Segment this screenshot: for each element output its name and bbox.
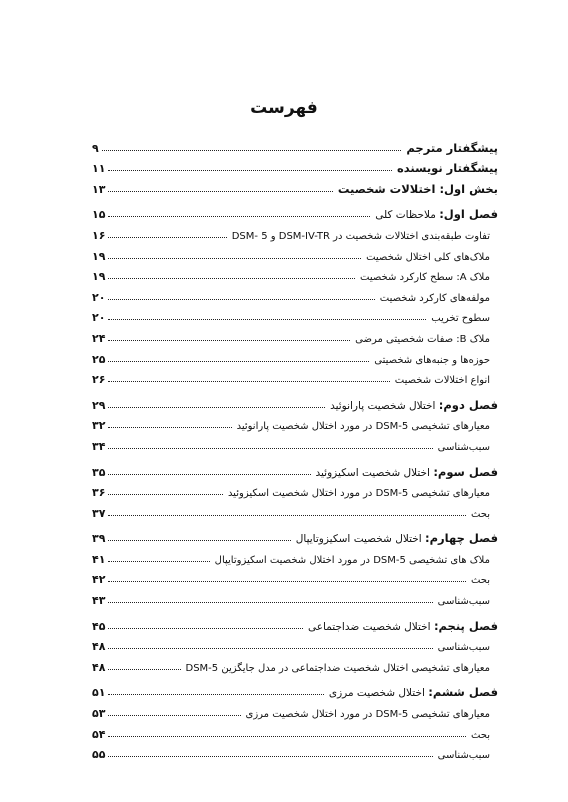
dot-leader — [108, 580, 466, 582]
toc-entry[interactable] — [92, 458, 498, 479]
page-number: ۵۵ — [92, 748, 106, 762]
page-number: ۴۱ — [92, 552, 106, 566]
toc-entry-label: بحث — [470, 575, 490, 587]
page-number: ۲۴ — [92, 331, 106, 345]
dot-leader — [108, 447, 432, 449]
page-number: ۱۱ — [92, 162, 106, 176]
chapter-number: فصل چهارم: — [425, 531, 498, 546]
toc-entry[interactable] — [92, 242, 498, 263]
toc-entry-label — [327, 685, 498, 699]
toc-entry[interactable] — [92, 545, 498, 566]
page-number: ۴۲ — [92, 573, 106, 587]
chapter-title: اختلال شخصیت اسکیزوتایپال — [295, 533, 422, 546]
page-number: ۱۹ — [92, 270, 106, 284]
dot-leader — [108, 601, 432, 603]
toc-entry-label: ملاک های تشخیصی DSM-5 در مورد اختلال شخصیت اسکیزوتایپال — [214, 554, 490, 566]
toc-entry-label — [314, 465, 499, 479]
chapter-title: اختلال شخصیت پارانوئید — [330, 399, 436, 412]
page-number: ۳۷ — [92, 506, 106, 520]
dot-leader — [108, 215, 370, 217]
toc-entry-label: سطوح تخریب — [431, 313, 490, 325]
toc-entry[interactable] — [92, 412, 498, 433]
toc-entry[interactable] — [92, 525, 498, 546]
page-number: ۲۹ — [92, 398, 106, 412]
toc-entry-label — [294, 531, 498, 545]
toc-entry[interactable] — [92, 432, 498, 453]
toc-entry[interactable] — [92, 134, 498, 155]
toc-entry[interactable] — [92, 345, 498, 366]
page-number: ۲۰ — [92, 311, 106, 325]
toc-entry[interactable] — [92, 679, 498, 700]
toc-entry[interactable] — [92, 175, 498, 196]
dot-leader — [108, 298, 374, 300]
chapter-number: فصل ششم: — [428, 685, 498, 700]
toc-entry[interactable] — [92, 499, 498, 520]
dot-leader — [108, 627, 303, 629]
chapter-number: فصل اول: — [439, 207, 498, 222]
toc-entry-label — [328, 398, 498, 412]
dot-leader — [108, 493, 223, 495]
toc-entry-label: انواع اختلالات شخصیت — [394, 375, 490, 387]
dot-leader — [108, 169, 392, 171]
page-number: ۱۵ — [92, 208, 106, 222]
dot-leader — [108, 668, 180, 670]
chapter-number: فصل دوم: — [438, 397, 498, 412]
toc-entry-label: بحث — [470, 729, 490, 741]
toc-entry[interactable] — [92, 653, 498, 674]
toc-entry-label: ملاک A: سطح کارکرد شخصیت — [360, 272, 490, 284]
toc-entry-label: ملاک‌های کلی اختلال شخصیت — [366, 251, 490, 263]
dot-leader — [108, 426, 231, 428]
toc-entry-label — [373, 207, 498, 221]
page-number: ۲۰ — [92, 290, 106, 304]
dot-leader — [108, 190, 332, 192]
dot-leader — [108, 693, 323, 695]
page-number: ۵۴ — [92, 727, 106, 741]
dot-leader — [108, 380, 389, 382]
toc-entry-label — [306, 619, 498, 633]
page-number: ۳۴ — [92, 439, 106, 453]
toc-entry-label: سبب‌شناسی — [437, 750, 490, 762]
page-number: ۹ — [92, 141, 99, 155]
toc-entry-label: معیارهای تشخیصی DSM-5 در مورد اختلال شخصیت اسکیزوئید — [227, 488, 490, 500]
dot-leader — [108, 257, 361, 259]
dot-leader — [108, 277, 355, 279]
toc-entry-label: معیارهای تشخیصی اختلال شخصیت ضداجتماعی در مدل جایگزین DSM-5 — [185, 662, 490, 674]
toc-entry[interactable] — [92, 324, 498, 345]
chapter-title: ملاحظات کلی — [375, 209, 436, 222]
toc-entry-label: تفاوت طبقه‌بندی اختلالات شخصیت در DSM-IV-TR و DSM- 5 — [231, 230, 490, 242]
toc-entry[interactable] — [92, 304, 498, 325]
chapter-title: اختلال شخصیت ضداجتماعی — [307, 620, 431, 633]
page-number: ۱۳ — [92, 182, 106, 196]
dot-leader — [108, 339, 350, 341]
toc-entry[interactable] — [92, 612, 498, 633]
toc-entry[interactable] — [92, 366, 498, 387]
dot-leader — [108, 473, 310, 475]
toc-entry-label: معیارهای تشخیصی DSM-5 در مورد اختلال شخصیت پارانوئید — [236, 421, 490, 433]
page-number: ۱۶ — [92, 228, 106, 242]
toc-entry-label: حوزه‌ها و جنبه‌های شخصیتی — [374, 354, 490, 366]
page-number: ۴۳ — [92, 594, 106, 608]
page-number: ۳۲ — [92, 419, 106, 433]
page-number: ۴۸ — [92, 660, 106, 674]
page-number: ۲۵ — [92, 352, 106, 366]
toc-entry-label: سبب‌شناسی — [437, 596, 490, 608]
toc-entry-label: مولفه‌های کارکرد شخصیت — [379, 292, 490, 304]
toc-entry[interactable] — [92, 566, 498, 587]
page-number: ۳۵ — [92, 465, 106, 479]
toc-entry-label: سبب‌شناسی — [437, 642, 490, 654]
page-number: ۱۹ — [92, 249, 106, 263]
chapter-title: اختلال شخصیت مرزی — [328, 687, 425, 700]
toc-entry[interactable] — [92, 263, 498, 284]
dot-leader — [108, 539, 290, 541]
toc-entry[interactable] — [92, 283, 498, 304]
toc-entry-label: بحث — [470, 508, 490, 520]
page-number: ۳۶ — [92, 486, 106, 500]
dot-leader — [108, 360, 369, 362]
dot-leader — [108, 560, 209, 562]
dot-leader — [108, 755, 432, 757]
chapter-number: فصل پنجم: — [433, 618, 498, 633]
toc-entry-label: ملاک B: صفات شخصیتی مرضی — [355, 333, 490, 345]
page-number: ۴۸ — [92, 640, 106, 654]
toc-entry[interactable] — [92, 586, 498, 607]
dot-leader — [108, 647, 432, 649]
toc-entry[interactable] — [92, 391, 498, 412]
page-number: ۵۳ — [92, 707, 106, 721]
dot-leader — [108, 236, 226, 238]
toc-title: فهرست — [250, 98, 318, 118]
dot-leader — [102, 149, 402, 151]
toc-entry-label: سبب‌شناسی — [437, 441, 490, 453]
toc-entry[interactable] — [92, 221, 498, 242]
page-number: ۳۹ — [92, 532, 106, 546]
toc-entry[interactable] — [92, 741, 498, 762]
dot-leader — [108, 406, 325, 408]
toc-entry[interactable] — [92, 479, 498, 500]
dot-leader — [108, 735, 466, 737]
chapter-number: فصل سوم: — [433, 464, 498, 479]
toc-entry[interactable] — [92, 720, 498, 741]
chapter-title: اختلال شخصیت اسکیزوئید — [315, 466, 430, 479]
toc-entry-label: معیارهای تشخیصی DSM-5 در مورد اختلال شخصیت مرزی — [245, 709, 490, 721]
toc-entry-label: پیشگفتار نویسنده — [397, 161, 498, 176]
dot-leader — [108, 514, 466, 516]
toc-entry-label: بخش اول: اختلالات شخصیت — [337, 181, 498, 196]
toc-entry[interactable] — [92, 699, 498, 720]
dot-leader — [108, 714, 240, 716]
toc-entry[interactable] — [92, 633, 498, 654]
toc-entry[interactable] — [92, 201, 498, 222]
page-number: ۴۵ — [92, 619, 106, 633]
table-of-contents — [92, 134, 498, 761]
page-number: ۲۶ — [92, 373, 106, 387]
dot-leader — [108, 318, 426, 320]
page-number: ۵۱ — [92, 686, 106, 700]
toc-entry-label: پیشگفتار مترجم — [406, 140, 498, 155]
toc-entry[interactable] — [92, 155, 498, 176]
